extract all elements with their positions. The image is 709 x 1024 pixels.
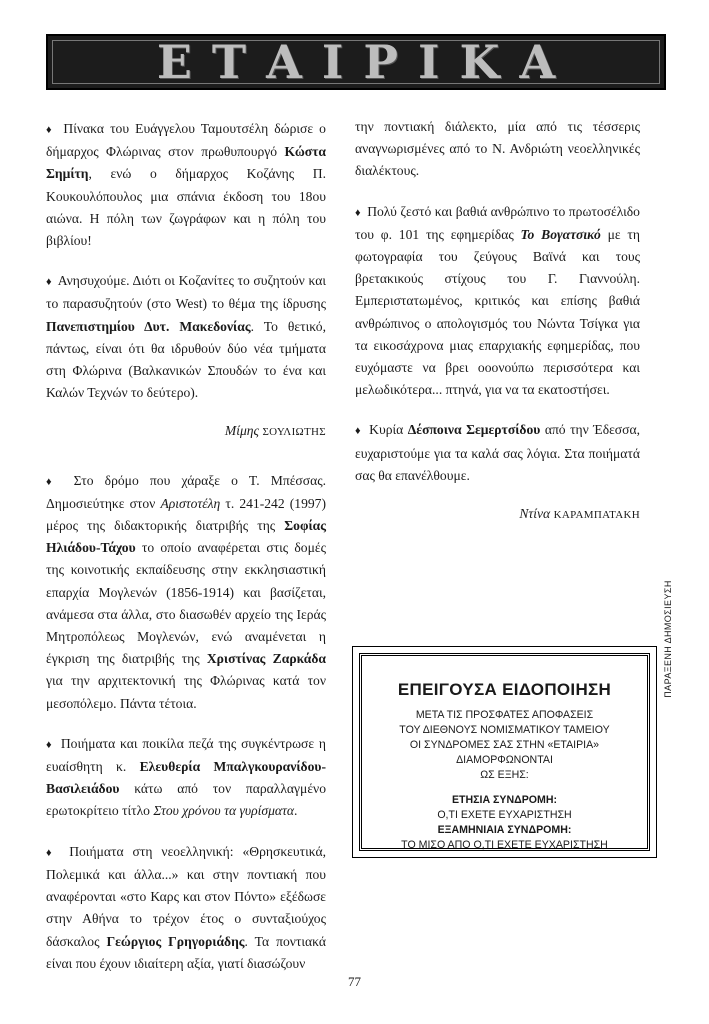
text-run: Πολύ ζεστό και βαθιά ανθρώπινο το πρωτοσέλιδο του φ. 101 της εφημερίδας bbox=[355, 203, 640, 242]
semester-subscription-label: ΕΞΑΜΗΝΙΑΙΑ ΣΥΝΔΡΟΜΗ: bbox=[437, 824, 572, 836]
text-run: Στο δρόμο που χάραξε ο Τ. Μπέσσας. Δημοσιεύτηκε στον bbox=[46, 472, 326, 511]
news-item-paragraph bbox=[46, 841, 326, 975]
news-item-paragraph bbox=[355, 201, 640, 402]
text-run: από την Έδεσσα, ευχαριστούμε για τα καλά σας λόγια. Στα ποιήματά σας θα επανέλθουμε. bbox=[355, 422, 640, 483]
notice-title: ΕΠΕΙΓΟΥΣΑ ΕΙΔΟΠΟΙΗΣΗ bbox=[397, 680, 612, 699]
page-number: 77 bbox=[348, 974, 361, 989]
notice-line: ΔΙΑΜΟΡΦΩΝΟΝΤΑΙ bbox=[456, 754, 553, 766]
notice-body bbox=[362, 708, 647, 853]
author-signature bbox=[46, 420, 326, 443]
bullet-icon: ♦ bbox=[46, 738, 54, 751]
section-header bbox=[46, 34, 666, 90]
bold-name: Σοφίας Ηλιάδου-Τάχου bbox=[46, 518, 326, 556]
bold-name: Πανεπιστημίου Δυτ. Μακεδονίας bbox=[46, 318, 251, 334]
author-first-name: Μίμης bbox=[224, 423, 260, 439]
annual-subscription-label: ΕΤΗΣΙΑ ΣΥΝΔΡΟΜΗ: bbox=[451, 794, 558, 806]
bullet-icon: ♦ bbox=[46, 475, 60, 488]
bold-name: Χριστίνας Ζαρκάδα bbox=[206, 651, 326, 667]
text-run: με τη φωτογραφία του ζεύγους Βαϊνά και τους βρετακικούς στίχους του Γ. Γιαννούλη. Εμπεριστατωμένος, κριτικός και επίσης βαθιά ανθρώπινος ο απολογισμός του Νώντα Τσίγκα για τα εικοσάχρονα μιας επαρχιακής εφημερίδας, που ευχόμαστε να βρει οοονούπω περισσότερα και μελωδικότερα... πτηνά, για να τα εκατοστήσει. bbox=[355, 226, 640, 398]
text-run: τ. 241-242 (1997) μέρος της διδακτορικής διατριβής της bbox=[46, 495, 326, 534]
news-item-paragraph bbox=[46, 470, 326, 715]
news-item-paragraph bbox=[355, 419, 640, 487]
right-column bbox=[355, 116, 640, 552]
italic-title: Στου χρόνου τα γυρίσματα bbox=[153, 803, 295, 819]
annual-subscription-value: Ο,ΤΙ ΕΧΕΤΕ ΕΥΧΑΡΙΣΤΗΣΗ bbox=[437, 809, 572, 821]
news-item-paragraph bbox=[46, 118, 326, 252]
author-signature bbox=[355, 503, 640, 526]
bullet-icon: ♦ bbox=[46, 846, 58, 859]
bold-name: Δέσποινα Σεμερτσίδου bbox=[407, 422, 541, 438]
news-item-paragraph bbox=[46, 733, 326, 823]
urgent-notice-box bbox=[352, 646, 657, 858]
text-run: την ποντιακή διάλεκτο, μία από τις τέσσερις αναγνωρισμένες από το Ν. Ανδριώτη νεοελληνικές διαλέκτους. bbox=[355, 119, 640, 179]
news-item-paragraph bbox=[355, 116, 640, 183]
bold-name: Κώστα Σημίτη bbox=[46, 144, 326, 182]
text-run: το οποίο αναφέρεται στις δομές της κοινοτικής εκπαίδευσης στην εκκλησιαστική επαρχία Μογλενών (1856-1914) και βασίζεται, ανάμεσα στα άλλα, στο διασωθέν αρχείο της Ιεράς Μητροπόλεως Μογλενών, ενώ αναμένεται η έγκριση της διατριβής της bbox=[46, 540, 326, 667]
bullet-icon: ♦ bbox=[355, 425, 362, 438]
text-run: . Τα ποντιακά είναι που έχουν ιδιαίτερη αξία, γιατί διασώζουν bbox=[46, 933, 326, 971]
text-run: . bbox=[294, 803, 298, 819]
notice-line: ΟΙ ΣΥΝΔΡΟΜΕΣ ΣΑΣ ΣΤΗΝ «ΕΤΑΙΡΙΑ» bbox=[409, 739, 600, 751]
author-first-name: Ντίνα bbox=[519, 506, 551, 522]
news-item-paragraph bbox=[46, 270, 326, 404]
author-surname: ΣΟΥΛΙΩΤΗΣ bbox=[262, 426, 326, 439]
notice-inner-frame bbox=[359, 653, 650, 851]
text-run: . Το θετικό, πάντως, είναι ότι θα ιδρυθούν δύο νέα τμήματα στη Φλώρινα (Βαλκανικών Σπουδών το ένα και Καλών Τεχνών το δεύτερο). bbox=[46, 318, 326, 401]
text-run: Ποιήματα και ποικίλα πεζά της συγκέντρωσε η ευαίσθητη κ. bbox=[46, 735, 326, 775]
side-caption: ΠΑΡΑΞΕΝΗ ΔΗΜΟΣΙΕΥΣΗ bbox=[663, 580, 673, 698]
notice-line: ΩΣ ΕΞΗΣ: bbox=[480, 769, 529, 781]
notice-line: ΜΕΤΑ ΤΙΣ ΠΡΟΣΦΑΤΕΣ ΑΠΟΦΑΣΕΙΣ bbox=[415, 709, 594, 721]
author-surname: ΚΑΡΑΜΠΑΤΑΚΗ bbox=[553, 509, 640, 522]
text-run: Ανησυχούμε. Διότι οι Κοζανίτες το συζητούν και το παρασυζητούν (στο West) το θέμα της ίδρυσης bbox=[46, 273, 326, 312]
bullet-icon: ♦ bbox=[355, 206, 361, 219]
text-run: κάτω από τον παραλλαγμένο ερωτοκρίτειο τίτλο bbox=[46, 781, 326, 819]
bullet-icon: ♦ bbox=[46, 276, 52, 289]
text-run: για την αρχιτεκτονική της Φλώρινας κατά τον μεσοπόλεμο. Πάντα τέτοια. bbox=[46, 673, 326, 711]
bold-name: Γεώργιος Γρηγοριάδης bbox=[106, 933, 245, 949]
section-title: ΕΤΑΙΡΙΚΑ bbox=[156, 35, 576, 89]
text-run: Κυρία bbox=[364, 422, 408, 438]
italic-title: Αριστοτέλη bbox=[160, 495, 221, 511]
text-run: Ποιήματα στη νεοελληνική: «Θρησκευτικά, Πολεμικά και άλλα...» και στην ποντιακή που αναφέρονται «στο Καρς και στον Πόντο» εξέδωσε στην Αθήνα το τρέχον έτος ο συνταξιούχος δάσκαλος bbox=[46, 843, 326, 949]
notice-line: ΤΟΥ ΔΙΕΘΝΟΥΣ ΝΟΜΙΣΜΑΤΙΚΟΥ ΤΑΜΕΙΟΥ bbox=[399, 724, 610, 736]
bullet-icon: ♦ bbox=[46, 124, 55, 136]
bold-name: Ελευθερία Μπαλγκουρανίδου-Βασιλειάδου bbox=[46, 759, 326, 797]
left-column bbox=[46, 118, 326, 993]
text-run: Πίνακα του Ευάγγελου Ταμουτσέλη δώρισε ο δήμαρχος Φλώρινας στον πρωθυπουργό bbox=[46, 121, 326, 160]
text-run: , ενώ ο δήμαρχος Κοζάνης Π. Κουκουλόπουλος μια σπάνια έκδοση του 18ου αιώνα. Η πόλη των ζωγράφων και η πόλη του βιβλίου! bbox=[46, 166, 326, 249]
semester-subscription-value: ΤΟ ΜΙΣΟ ΑΠΟ Ο,ΤΙ ΕΧΕΤΕ ΕΥΧΑΡΙΣΤΗΣΗ bbox=[401, 839, 608, 851]
newspaper-title: Το Βογατσικό bbox=[520, 226, 601, 242]
